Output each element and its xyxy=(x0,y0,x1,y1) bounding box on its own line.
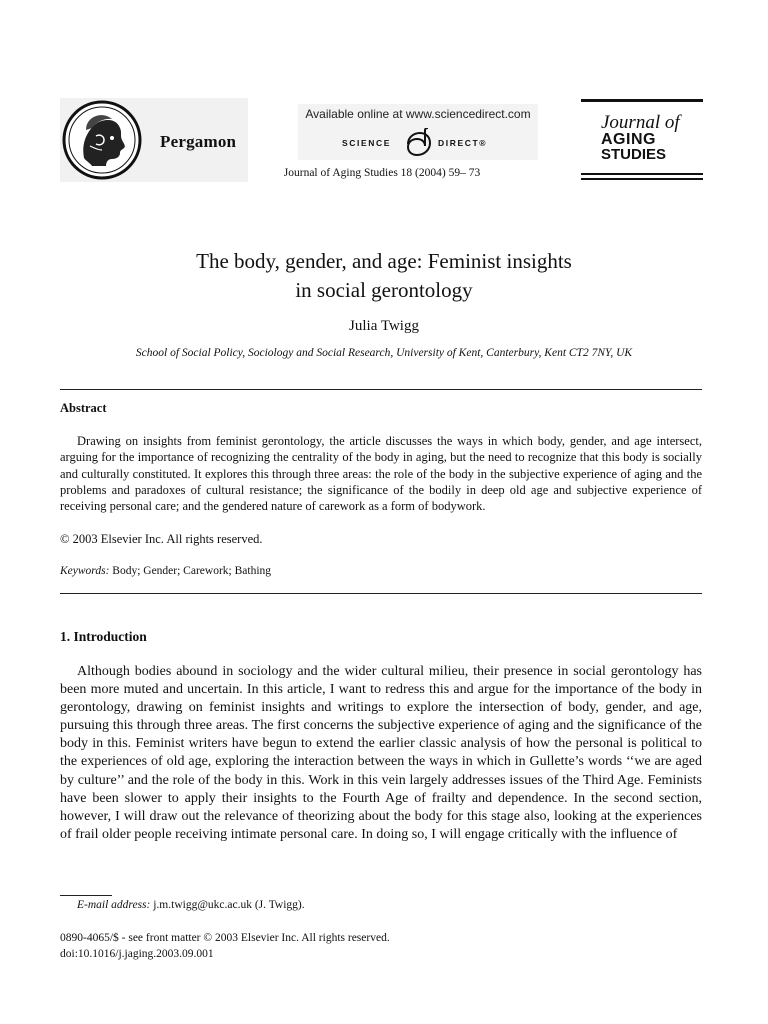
logo-line-3: STUDIES xyxy=(601,146,667,163)
publisher-name: Pergamon xyxy=(160,132,237,151)
author-affiliation: School of Social Policy, Sociology and Social Research, University of Kent, Canterbury, Kent CT2 7NY, UK xyxy=(135,347,633,359)
abstract-copyright: © 2003 Elsevier Inc. All rights reserved. xyxy=(60,532,263,546)
divider xyxy=(60,389,702,390)
logo-line-2: AGING xyxy=(601,131,656,148)
logo-line-1: Journal of xyxy=(601,112,680,133)
footnote-rule xyxy=(60,895,112,896)
section-heading: 1. Introduction xyxy=(60,629,147,644)
sciencedirect-d-icon xyxy=(402,128,436,158)
logo-rule xyxy=(581,178,703,180)
keywords-list: Body; Gender; Carework; Bathing xyxy=(112,565,272,577)
medallion-icon xyxy=(62,100,142,180)
footnote xyxy=(77,899,305,911)
publisher-logo xyxy=(60,98,248,182)
abstract-text: Drawing on insights from feminist gerontology, the article discusses the ways in which body, gender, and age intersect, arguing for the importance of recognizing the centrality of the body in aging, but the need to recognize that this body is socially and culturally constituted. It explores this through three areas: the role of the body in the subjective experience of aging and the problems and paradoxes of cultural resistance; the significance of the bodily in deep old age and subjective experience of receiving personal care; and the gendered nature of carework as a form of bodywork. xyxy=(60,434,702,514)
sciencedirect-brand xyxy=(298,128,538,158)
author-name: Julia Twigg xyxy=(349,318,419,334)
abstract-heading: Abstract xyxy=(60,401,107,415)
available-online-text: Available online at www.sciencedirect.com xyxy=(305,107,531,121)
body-paragraph: Although bodies abound in sociology and the wider cultural milieu, their presence in social gerontology has been more muted and uncertain. In this article, I want to redress this and argue for the importance of the body in gerontology, drawing on feminist insights and writings to explore the intersection of body, gender, and age, pursuing this through three areas. The first concerns the subjective experience of aging and the significance of the body in this. Feminist writers have begun to extend the earlier classic analysis of how the personal is political to the experiences of old age, exploring the interaction between the ways in which in Gullette’s words ‘‘we are aged by culture’’ and the role of the body in this. Work in this vein largely addresses issues of the Third Age. Feminists have been slower to apply their insights to the Fourth Age of frailty and dependence. In the second section, however, I will draw out the relevance of theorizing about the body for this stage also, looking at the experiences of frail older people receiving intimate personal care. In doing so, I will engage critically with the influence of xyxy=(60,664,702,842)
email-label: E-mail address: xyxy=(77,899,151,911)
keywords xyxy=(60,565,271,577)
sd-left-label: SCIENCE xyxy=(342,138,391,148)
doi-link[interactable]: doi:10.1016/j.jaging.2003.09.001 xyxy=(60,948,214,960)
sd-right-label: DIRECT® xyxy=(438,138,488,148)
sciencedirect-logo[interactable] xyxy=(298,104,538,160)
divider xyxy=(60,593,702,594)
title-line: in social gerontology xyxy=(295,278,473,302)
logo-rule xyxy=(581,173,703,175)
journal-logo xyxy=(581,99,703,181)
article-title xyxy=(84,247,684,305)
email-address[interactable]: j.m.twigg@ukc.ac.uk (J. Twigg). xyxy=(153,899,305,911)
journal-header xyxy=(0,0,768,200)
keywords-label: Keywords: xyxy=(60,565,110,577)
front-matter: 0890-4065/$ - see front matter © 2003 Elsevier Inc. All rights reserved. xyxy=(60,932,390,944)
journal-citation: Journal of Aging Studies 18 (2004) 59– 73 xyxy=(283,167,481,179)
logo-rule xyxy=(581,99,703,102)
title-line: The body, gender, and age: Feminist insights xyxy=(196,249,572,273)
